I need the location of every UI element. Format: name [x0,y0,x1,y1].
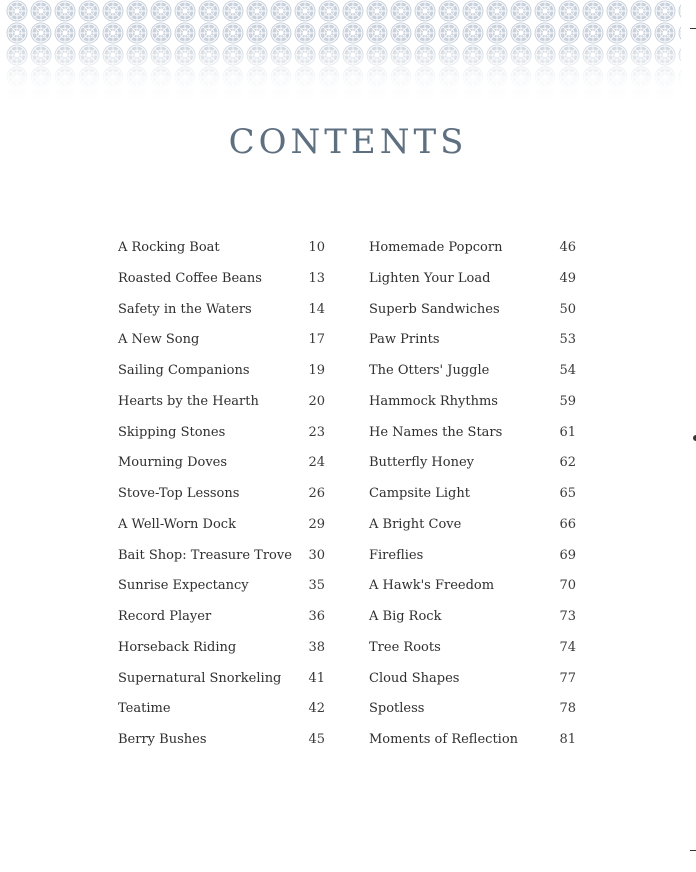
toc-entry-title: Paw Prints [369,332,440,348]
toc-entry-title: Safety in the Waters [118,301,252,317]
toc-entry-page-number: 45 [308,732,325,747]
toc-entry [369,240,576,271]
toc-entry-page-number: 13 [308,270,325,286]
toc-entry [369,486,576,517]
toc-entry [118,271,325,302]
toc-entry-title: Homemade Popcorn [369,240,503,255]
toc-entry-title: Record Player [118,609,212,624]
toc-entry [369,609,576,640]
toc-entry-title: A Bright Cove [369,516,462,532]
toc-entry-page-number: 35 [308,578,325,594]
toc-entry [369,640,576,671]
toc-entry [118,609,325,640]
page-title: CONTENTS [228,122,468,162]
toc-entry-title: Campsite Light [369,486,470,501]
toc-entry-title: Teatime [118,701,171,717]
toc-entry-page-number: 54 [559,363,576,378]
toc-entry-page-number: 36 [308,609,325,624]
toc-entry-page-number: 50 [559,301,576,317]
toc-entry-page-number: 53 [559,332,576,348]
toc-entry [369,363,576,394]
toc-entry-page-number: 20 [308,393,325,409]
toc-entry-page-number: 29 [308,516,325,532]
toc-entry-page-number: 74 [559,639,576,655]
toc-entry [118,302,325,333]
toc-entry [369,671,576,702]
toc-entry-title: Tree Roots [369,639,441,655]
toc-entry-title: A Rocking Boat [118,240,220,255]
toc-entry-title: Bait Shop: Treasure Trove [118,547,292,563]
toc-entry [369,425,576,456]
toc-entry [369,302,576,333]
toc-entry-title: Hammock Rhythms [369,393,498,409]
toc-entry [118,425,325,456]
toc-entry-title: Butterfly Honey [369,455,475,471]
toc-entry-title: A Well-Worn Dock [118,516,236,532]
toc-entry-page-number: 66 [559,516,576,532]
toc-entry [118,640,325,671]
toc-entry-page-number: 77 [559,670,576,686]
toc-entry-title: Fireflies [369,547,424,563]
crop-mark-bottom-right [690,850,696,851]
toc-entry [369,271,576,302]
toc-entry [118,240,325,271]
toc-entry-page-number: 42 [308,701,325,717]
toc-entry-title: The Otters' Juggle [369,363,490,378]
toc-entry-title: He Names the Stars [369,424,503,440]
toc-entry-page-number: 78 [559,701,576,717]
toc-entry-title: Sunrise Expectancy [118,578,249,594]
toc-entry [369,578,576,609]
toc-entry-title: A New Song [118,332,200,348]
toc-entry-page-number: 81 [559,732,576,747]
toc-column-right [369,240,576,763]
toc-entry-page-number: 38 [308,639,325,655]
toc-entry [118,332,325,363]
toc-entry [118,455,325,486]
toc-entry [118,732,325,763]
toc-entry-title: Hearts by the Hearth [118,393,259,409]
toc-entry-page-number: 10 [308,240,325,255]
toc-entry-title: Superb Sandwiches [369,301,500,317]
toc-entry-page-number: 19 [308,363,325,378]
toc-entry-page-number: 26 [308,486,325,501]
toc-entry [369,732,576,763]
toc-entry [118,486,325,517]
toc-entry-title: Roasted Coffee Beans [118,270,262,286]
crop-mark-top-right [690,28,696,29]
toc-entry-title: Sailing Companions [118,363,250,378]
toc-entry-page-number: 62 [559,455,576,471]
decorative-banner [5,0,681,100]
toc-entry [118,394,325,425]
toc-entry [369,455,576,486]
banner-fade [5,0,681,100]
toc-entry [118,701,325,732]
toc-entry-title: Supernatural Snorkeling [118,670,282,686]
toc-entry [369,517,576,548]
toc-entry-page-number: 23 [308,424,325,440]
toc-entry-page-number: 17 [308,332,325,348]
toc-entry-page-number: 61 [559,424,576,440]
toc-entry-page-number: 73 [559,609,576,624]
toc-entry-title: Stove-Top Lessons [118,486,240,501]
toc-entry-page-number: 49 [559,270,576,286]
toc-entry-title: Spotless [369,701,425,717]
toc-column-left [118,240,325,763]
toc-entry [369,701,576,732]
toc-entry-page-number: 14 [308,301,325,317]
toc-entry [369,332,576,363]
toc-entry-title: Cloud Shapes [369,670,460,686]
toc-entry-page-number: 30 [308,547,325,563]
toc-entry-title: Berry Bushes [118,732,207,747]
toc-entry-title: Mourning Doves [118,455,228,471]
toc-entry-title: A Hawk's Freedom [369,578,495,594]
toc-entry [118,548,325,579]
toc-entry-title: Skipping Stones [118,424,226,440]
toc-entry [369,394,576,425]
toc-entry [369,548,576,579]
toc-entry [118,363,325,394]
toc-entry-page-number: 69 [559,547,576,563]
toc-entry-page-number: 65 [559,486,576,501]
toc-entry-page-number: 46 [559,240,576,255]
toc-entry [118,671,325,702]
toc-entry-title: Moments of Reflection [369,732,519,747]
toc-entry-title: Lighten Your Load [369,270,491,286]
toc-entry-title: A Big Rock [369,609,442,624]
toc-entry [118,578,325,609]
toc-entry-title: Horseback Riding [118,639,237,655]
toc-entry-page-number: 70 [559,578,576,594]
toc-entry-page-number: 41 [308,670,325,686]
toc-entry [118,517,325,548]
toc-entry-page-number: 59 [559,393,576,409]
toc-entry-page-number: 24 [308,455,325,471]
